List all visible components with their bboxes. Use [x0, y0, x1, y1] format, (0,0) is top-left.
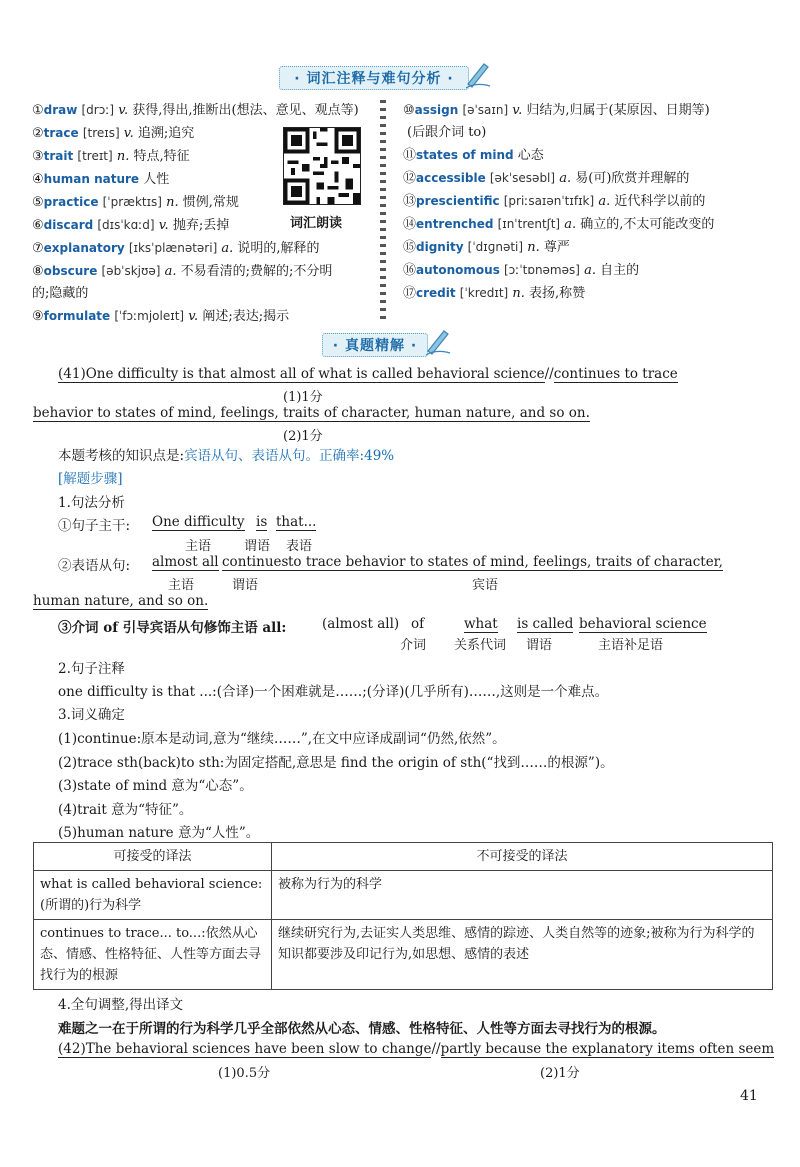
translation-table: [33, 842, 773, 990]
table-header-acceptable: 可接受的译法: [34, 843, 272, 871]
column-spine-divider: [380, 100, 386, 322]
vocab-entry: ⑦explanatory [ɪksˈplænətəri] a. 说明的,解释的: [32, 241, 320, 256]
q41-segment-1: (41)One difficulty is that almost all of what is called behavioral science: [58, 366, 545, 382]
vocab-entry: ②trace [treɪs] v. 追溯;追究: [32, 126, 195, 141]
step1a-role-subject: 主语: [185, 539, 212, 554]
vocab-header-text: · 词汇注释与难句分析 ·: [294, 71, 454, 87]
step1a-role-predicative: 表语: [286, 539, 313, 554]
vocab-entry: ⑰credit [ˈkredɪt] n. 表扬,称赞: [403, 286, 586, 301]
step1b-role-verb: 谓语: [232, 578, 259, 593]
vocab-right-column: [403, 99, 773, 305]
table-cell: 继续研究行为,去证实人类思维、感情的踪迹、人类自然等的迹象;被称为行为科学的知识都要涉及印记行为,如思想、感情的表述: [272, 920, 773, 990]
step1c-of: of: [411, 616, 425, 632]
vocab-entry: ⑩assign [əˈsaɪn] v. 归结为,归属于(某原因、日期等): [403, 103, 710, 118]
step1b-label: ②表语从句:: [58, 558, 131, 574]
steps-tag: [解题步骤]: [58, 471, 123, 487]
q41-score-2: (2)1分: [283, 429, 323, 444]
vocab-entry: ⑮dignity [ˈdɪɡnəti] n. 尊严: [403, 240, 570, 255]
page-number: 41: [740, 1088, 758, 1104]
vocab-entry: ⑯autonomous [ɔːˈtɒnəməs] a. 自主的: [403, 263, 640, 278]
q41-score-1: (1)1分: [283, 390, 323, 405]
step1b-subject: almost all: [152, 554, 219, 570]
table-cell: continues to trace... to...:依然从心态、情感、性格特征、人性等方面去寻找行为的根源: [34, 920, 272, 990]
q41-line2: behavior to states of mind, feelings, traits of character, human nature, and so on.: [33, 405, 590, 421]
step1c-role-relpron: 关系代词: [454, 638, 507, 653]
table-row: [34, 871, 773, 920]
step3-item: (3)state of mind 意为“心态”。: [58, 778, 253, 794]
step3-item: (1)continue:原本是动词,意为“继续……”,在文中应译成副词“仍然,依然”。: [58, 731, 506, 747]
step1a-subject: One difficulty: [152, 514, 245, 530]
step1b-role-object: 宾语: [472, 578, 499, 593]
step2-title: 2.句子注释: [58, 661, 125, 677]
step1c-role-verb: 谓语: [526, 638, 553, 653]
step4-title: 4.全句调整,得出译文: [58, 997, 184, 1013]
step1a-predicative: that...: [276, 514, 317, 530]
vocab-entry: ⑪states of mind 心态: [403, 148, 544, 163]
vocab-entry: ④human nature 人性: [32, 172, 170, 187]
table-header-unacceptable: 不可接受的译法: [272, 843, 773, 871]
vocab-entry-cont: 的;隐藏的: [32, 286, 89, 301]
vocab-entry: ⑬prescientific [priːsaɪənˈtɪfɪk] a. 近代科学以前的: [403, 194, 706, 209]
step1c-is-called: is called: [517, 616, 574, 632]
vocab-entry: ⑫accessible [əkˈsesəbl] a. 易(可)欣赏并理解的: [403, 171, 690, 186]
q41-separator: //: [544, 366, 554, 382]
step1c-label: ③介词 of 引导宾语从句修饰主语 all:: [58, 620, 287, 636]
qr-code-image[interactable]: [283, 127, 361, 205]
step3-title: 3.词义确定: [58, 707, 125, 723]
step1c-almost-all: (almost all): [322, 616, 400, 632]
step4-translation: 难题之一在于所谓的行为科学几乎全部依然从心态、情感、性格特征、人性等方面去寻找行为的根源。: [58, 1021, 666, 1037]
step1a-verb: is: [256, 514, 268, 530]
q42-score-2: (2)1分: [540, 1066, 580, 1081]
vocab-entry: ③trait [treɪt] n. 特点,特征: [32, 149, 190, 164]
qr-label: 词汇朗读: [290, 216, 343, 231]
step1b-object: to trace behavior to states of mind, feelings, traits of character,: [288, 554, 723, 570]
step2-text: one difficulty is that ...:(合译)一个困难就是……;(分译)(几乎所有)……,这则是一个难点。: [58, 684, 609, 700]
step3-item: (4)trait 意为“特征”。: [58, 802, 193, 818]
table-header-row: [34, 843, 773, 871]
q42-line1: [58, 1041, 774, 1057]
knowledge-point: 本题考核的知识点是:宾语从句、表语从句。正确率:49%: [58, 448, 395, 464]
step1c-what: what: [464, 616, 498, 632]
table-cell: 被称为行为的科学: [272, 871, 773, 920]
zhenti-section-header: [322, 333, 428, 357]
step1b-role-subject: 主语: [168, 578, 195, 593]
q42-segment-2: partly because the explanatory items often seem: [440, 1041, 775, 1057]
step1b-object-cont: human nature, and so on.: [33, 593, 209, 609]
vocab-entry: ⑨formulate [ˈfɔːmjoleɪt] v. 阐述;表达;揭示: [32, 309, 290, 324]
vocab-entry: ⑥discard [dɪsˈkɑːd] v. 抛弃;丢掉: [32, 218, 230, 233]
step3-item: (2)trace sth(back)to sth:为固定搭配,意思是 find the origin of sth(“找到……的根源”)。: [58, 755, 614, 771]
q41-segment-2: continues to trace: [553, 366, 678, 382]
zhenti-header-text: · 真题精解 ·: [332, 338, 418, 354]
pen-icon: [462, 58, 494, 90]
step1c-role-prep: 介词: [400, 638, 427, 653]
step1c-behavioral-science: behavioral science: [579, 616, 707, 632]
pen-icon: [422, 325, 454, 357]
vocab-entry: ①draw [drɔː] v. 获得,得出,推断出(想法、意见、观点等): [32, 103, 359, 118]
step1a-role-verb: 谓语: [244, 539, 271, 554]
step1b-verb: continues: [222, 554, 289, 570]
step1c-role-complement: 主语补足语: [598, 638, 664, 653]
step3-item: (5)human nature 意为“人性”。: [58, 825, 260, 841]
table-row: [34, 920, 773, 990]
table-cell: what is called behavioral science:(所谓的)行为科学: [34, 871, 272, 920]
vocab-entry: ⑤practice [ˈpræktɪs] n. 惯例,常规: [32, 195, 239, 210]
vocab-section-header: [279, 66, 469, 90]
q42-segment-1: (42)The behavioral sciences have been slow to change: [58, 1041, 432, 1057]
step1a-label: ①句子主干:: [58, 518, 131, 534]
vocab-entry: ⑧obscure [əbˈskjʊə] a. 不易看清的;费解的;不分明: [32, 264, 333, 279]
q42-separator: //: [431, 1041, 441, 1057]
q42-score-1: (1)0.5分: [218, 1066, 271, 1081]
vocab-entry-cont: (后跟介词 to): [407, 125, 487, 140]
vocab-entry: ⑭entrenched [ɪnˈtrentʃt] a. 确立的,不太可能改变的: [403, 217, 715, 232]
q41-line1: [58, 366, 678, 382]
step1-title: 1.句法分析: [58, 495, 125, 511]
